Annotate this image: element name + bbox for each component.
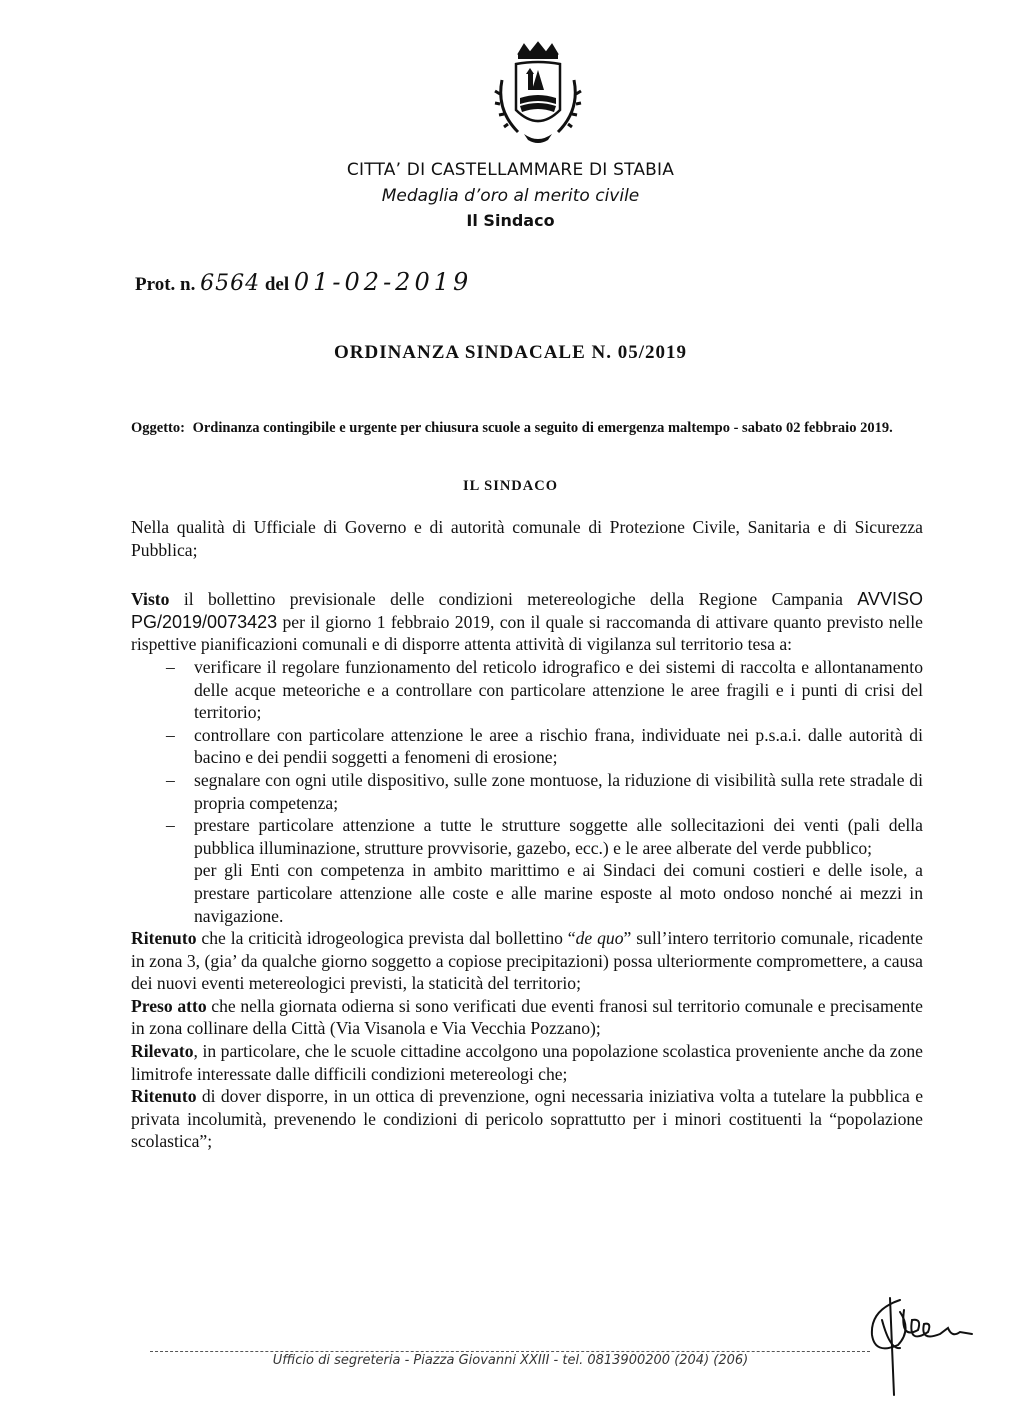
- subject-line: [131, 418, 931, 438]
- office-title: Il Sindaco: [466, 211, 555, 230]
- list-item: – verificare il regolare funzionamento del reticolo idrografico e dei sistemi di raccolta e allontanamento delle acque meteoriche e a controllare con particolare attenzione le aree fragili e i punti di crisi del territorio;: [166, 656, 923, 723]
- bullet-dash: –: [166, 724, 175, 745]
- subject-label: Oggetto:: [131, 420, 185, 436]
- ritenuto-paragraph-2: Ritenuto di dover disporre, in un ottica di prevenzione, ogni necessaria iniziativa volta a tutelare la pubblica e privata incolumità, prevenendo le condizioni di pericolo soprattutto per i minori costituenti la “popolazione scolastica”;: [131, 1086, 923, 1152]
- preso-atto-paragraph: Preso atto che nella giornata odierna si sono verificati due eventi franosi sul territorio comunale e precisamente in zona collinare della Città (Via Visanola e Via Vecchia Pozzano);: [131, 995, 923, 1039]
- ritenuto-paragraph-1: Ritenuto che la criticità idrogeologica prevista dal bollettino “de quo” sull’intero territorio comunale, ricadente in zona 3, (gia’ da qualche giorno soggetto a copiose precipitazioni) possa ulteriormente compromettere, a causa dei nuovi eventi metereologici previsti, la staticità del territorio;: [131, 928, 923, 994]
- list-item: – controllare con particolare attenzione le aree a rischio frana, individuate nei p.s.a.i. dalle autorità di bacino e dei pendii soggetti a fenomeni di erosione;: [166, 724, 923, 768]
- document-body: [131, 516, 923, 1153]
- protocol-prefix: Prot. n.: [135, 274, 196, 295]
- bullet-dash: –: [166, 815, 175, 836]
- ritenuto-label: Ritenuto: [131, 928, 197, 949]
- protocol-line: [135, 268, 472, 296]
- preso-atto-label: Preso atto: [131, 995, 207, 1016]
- footer-office-info: Ufficio di segreteria - Piazza Giovanni XXIII - tel. 0813900200 (204) (206): [272, 1353, 749, 1368]
- visto-paragraph: [131, 588, 923, 656]
- city-motto: Medaglia d’oro al merito civile: [381, 186, 640, 206]
- visto-notice-code: AVVISO PG/2019/0073423: [131, 589, 923, 632]
- visto-list: [131, 656, 923, 859]
- bullet-dash: –: [166, 656, 175, 677]
- protocol-date: 01-02-2019: [293, 268, 473, 296]
- rilevato-paragraph: Rilevato, in particolare, che le scuole cittadine accolgono una popolazione scolastica proveniente anche da zone limitrofe interessate dalle difficili condizioni metereologi che;: [131, 1041, 923, 1084]
- city-name: CITTA’ DI CASTELLAMMARE DI STABIA: [346, 160, 675, 180]
- footer-divider: [150, 1351, 870, 1352]
- city-crest-emblem: [488, 40, 588, 160]
- protocol-del-label: del: [264, 274, 290, 295]
- visto-text-after: per il giorno 1 febbraio 2019, con il quale si raccomanda di attivare quanto previsto nelle rispettive pianificazioni comunali e di disporre attenta attività di vigilanza sul territorio tesa a:: [131, 611, 923, 655]
- list-item: – prestare particolare attenzione a tutte le strutture soggette alle sollecitazioni dei venti (pali della pubblica illuminazione, strutture provvisorie, gazebo, ecc.) e le aree alberate del verde pubblico;: [166, 815, 923, 858]
- handwritten-signature: [860, 1290, 980, 1400]
- de-quo-italic: de quo: [575, 928, 624, 949]
- intro-paragraph: Nella qualità di Ufficiale di Governo e di autorità comunale di Protezione Civile, Sanitaria e di Sicurezza Pubblica;: [131, 517, 923, 560]
- ordinance-title: ORDINANZA SINDACALE N. 05/2019: [333, 342, 688, 363]
- list-item: – segnalare con ogni utile dispositivo, sulle zone montuose, la riduzione di visibilità sulla rete stradale di propria competenza;: [166, 769, 923, 813]
- section-heading: IL SINDACO: [462, 478, 558, 494]
- visto-text-before: il bollettino previsionale delle condizioni metereologiche della Regione Campania: [183, 589, 843, 610]
- rilevato-label: Rilevato: [131, 1041, 194, 1062]
- protocol-number: 6564: [200, 271, 261, 296]
- visto-continuation: per gli Enti con competenza in ambito marittimo e ai Sindaci dei comuni costieri e delle isole, a prestare particolare attenzione alle coste e alle marine esposte al moto ondoso nonché ai mezzi in navigazione.: [194, 860, 923, 926]
- bullet-dash: –: [166, 769, 175, 790]
- subject-text: Ordinanza contingibile e urgente per chiusura scuole a seguito di emergenza maltempo - sabato 02 febbraio 2019.: [192, 420, 893, 436]
- ritenuto-label: Ritenuto: [131, 1086, 197, 1107]
- visto-label: Visto: [131, 589, 170, 610]
